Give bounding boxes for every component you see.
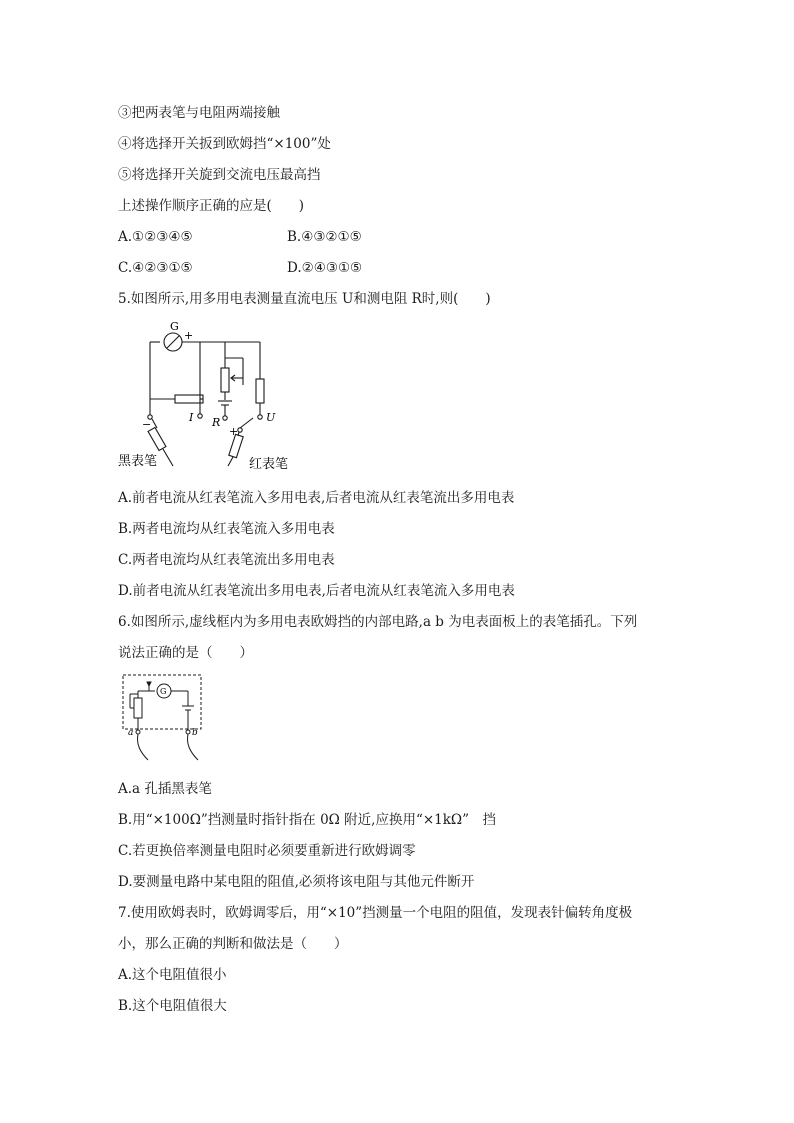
q6-label-b: b [192,728,198,738]
q6-option-c: C.若更换倍率测量电阻时必须要重新进行欧姆调零 [118,843,416,859]
q6-stem-line-2: 说法正确的是（ ） [118,645,253,661]
q6-option-a: A.a 孔插黑表笔 [118,781,212,797]
q5-label-plus: + [184,329,194,342]
q6-label-g: G [160,687,167,696]
q5-stem: 5.如图所示,用多用电表测量直流电压 U和测电阻 R时,则( ) [118,291,491,307]
q7-option-a: A.这个电阻值很小 [118,967,227,983]
q6-rheostat [134,698,142,718]
q6-dashed-box [123,675,201,729]
q5-red-probe-label: 红表笔 [249,457,289,472]
q4-step-3: ③把两表笔与电阻两端接触 [118,105,280,121]
q5-label-g: G [170,320,179,333]
q5-label-minus: − [142,418,152,431]
q6-label-a: a [128,728,134,738]
q5-multiplier-resistor [256,379,264,403]
q5-circuit-figure [115,318,295,472]
q7-stem-line-1: 7.使用欧姆表时，欧姆调零后，用“×10”挡测量一个电阻的阻值，发现表针偏转角度极 [118,905,633,921]
q4-step-4: ④将选择开关扳到欧姆挡“×100”处 [118,136,331,152]
q7-option-b: B.这个电阻值很大 [118,998,227,1014]
q5-option-a: A.前者电流从红表笔流入多用电表,后者电流从红表笔流出多用电表 [118,490,515,506]
q6-option-d: D.要测量电路中某电阻的阻值,必须将该电阻与其他元件断开 [118,874,475,890]
q5-label-u: U [266,411,276,424]
q4-option-b: B.④③②①⑤ [287,229,362,245]
q5-option-c: C.两者电流均从红表笔流出多用电表 [118,552,335,568]
q5-label-i: I [189,411,194,424]
q4-prompt: 上述操作顺序正确的应是( ) [118,198,305,214]
q6-lead-a [137,734,148,760]
q5-label-plus-terminal: + [229,425,239,438]
q6-stem-line-1: 6.如图所示,虚线框内为多用电表欧姆挡的内部电路,a b 为电表面板上的表笔插孔。下列 [118,614,638,630]
q4-option-c: C.④②③①⑤ [118,260,193,276]
q5-black-probe-label: 黑表笔 [118,454,158,469]
q4-step-5: ⑤将选择开关旋到交流电压最高挡 [118,167,321,183]
q5-variable-resistor [221,368,229,392]
q5-label-r: R [212,416,221,429]
q5-series-resistor [175,395,203,403]
q6-option-b: B.用“×100Ω”挡测量时指针指在 0Ω 附近,应换用“×1kΩ” 挡 [118,812,497,828]
q6-ohmmeter-figure [120,672,210,762]
q7-stem-line-2: 小，那么正确的判断和做法是（ ） [118,936,348,952]
q4-option-d: D.②④③①⑤ [287,260,363,276]
q5-option-b: B.两者电流均从红表笔流入多用电表 [118,521,335,537]
q4-option-a: A.①②③④⑤ [118,229,193,245]
q5-option-d: D.前者电流从红表笔流出多用电表,后者电流从红表笔流入多用电表 [118,583,515,599]
